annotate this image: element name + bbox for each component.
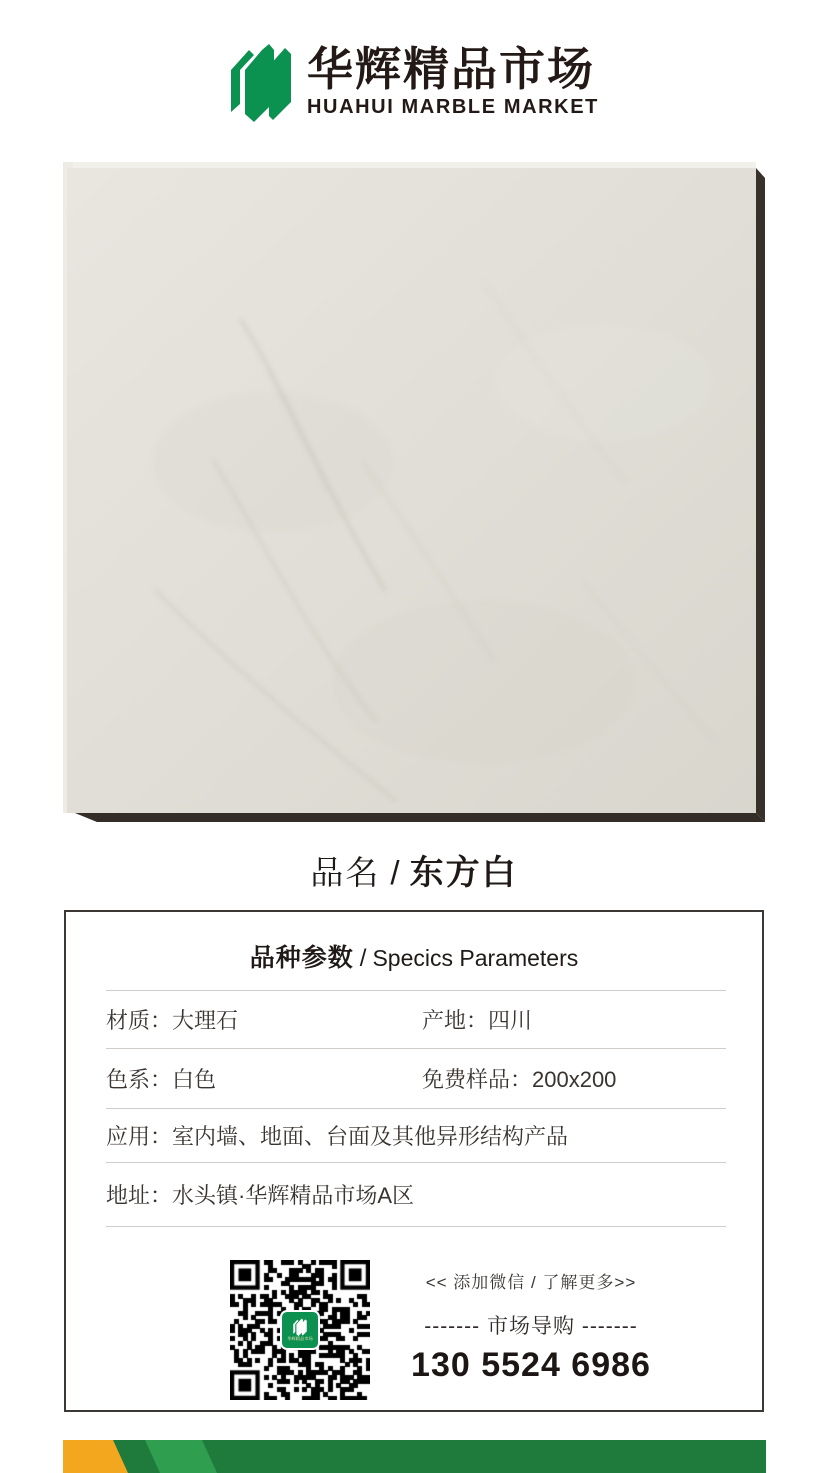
product-name: 东方白 — [409, 854, 518, 892]
param-color-series: 色系：白色 — [106, 1066, 217, 1092]
param-address: 地址：水头镇·华辉精品市场A区 — [106, 1182, 415, 1208]
parameters-header-separator: / — [359, 945, 367, 972]
brand-title-english: HUAHUI MARBLE MARKET — [307, 95, 599, 118]
contact-block — [366, 1268, 696, 1385]
parameters-header-english: Specics Parameters — [372, 945, 579, 971]
product-title-label: 品名 — [310, 854, 381, 891]
brand-title-chinese: 华辉精品市场 — [307, 43, 595, 96]
phone-number: 130 5524 6986 — [411, 1346, 651, 1384]
footer-stripe-green-segment — [63, 1440, 766, 1473]
brand-text — [307, 45, 599, 118]
divider — [106, 1226, 726, 1227]
wechat-qr-code — [230, 1260, 370, 1400]
footer-stripe — [63, 1440, 766, 1473]
param-application: 应用：室内墙、地面、台面及其他异形结构产品 — [106, 1123, 569, 1149]
market-guide-label: ------- 市场导购 ------- — [424, 1315, 638, 1338]
parameters-header — [66, 938, 762, 974]
product-title — [0, 845, 828, 894]
parameters-card — [64, 910, 764, 1412]
qr-center-logo — [280, 1310, 320, 1350]
wechat-hint: << 添加微信 / 了解更多>> — [425, 1273, 637, 1292]
marble-slabs-mini-icon — [291, 1318, 309, 1336]
marble-slab-image — [63, 162, 765, 822]
parameters-header-chinese: 品种参数 — [249, 944, 354, 972]
param-row-application — [66, 1108, 762, 1162]
param-row-address — [66, 1162, 762, 1226]
param-free-sample: 免费样品：200x200 — [422, 1066, 617, 1092]
param-row-material-origin — [66, 990, 762, 1048]
product-title-separator: / — [390, 854, 400, 891]
param-row-color-sample — [66, 1048, 762, 1108]
qr-center-label: 华辉精品市场 — [287, 1336, 313, 1342]
param-origin: 产地：四川 — [422, 1007, 533, 1033]
brand-header — [0, 42, 828, 122]
param-material: 材质：大理石 — [106, 1007, 239, 1033]
marble-slabs-logo-icon — [229, 42, 293, 122]
